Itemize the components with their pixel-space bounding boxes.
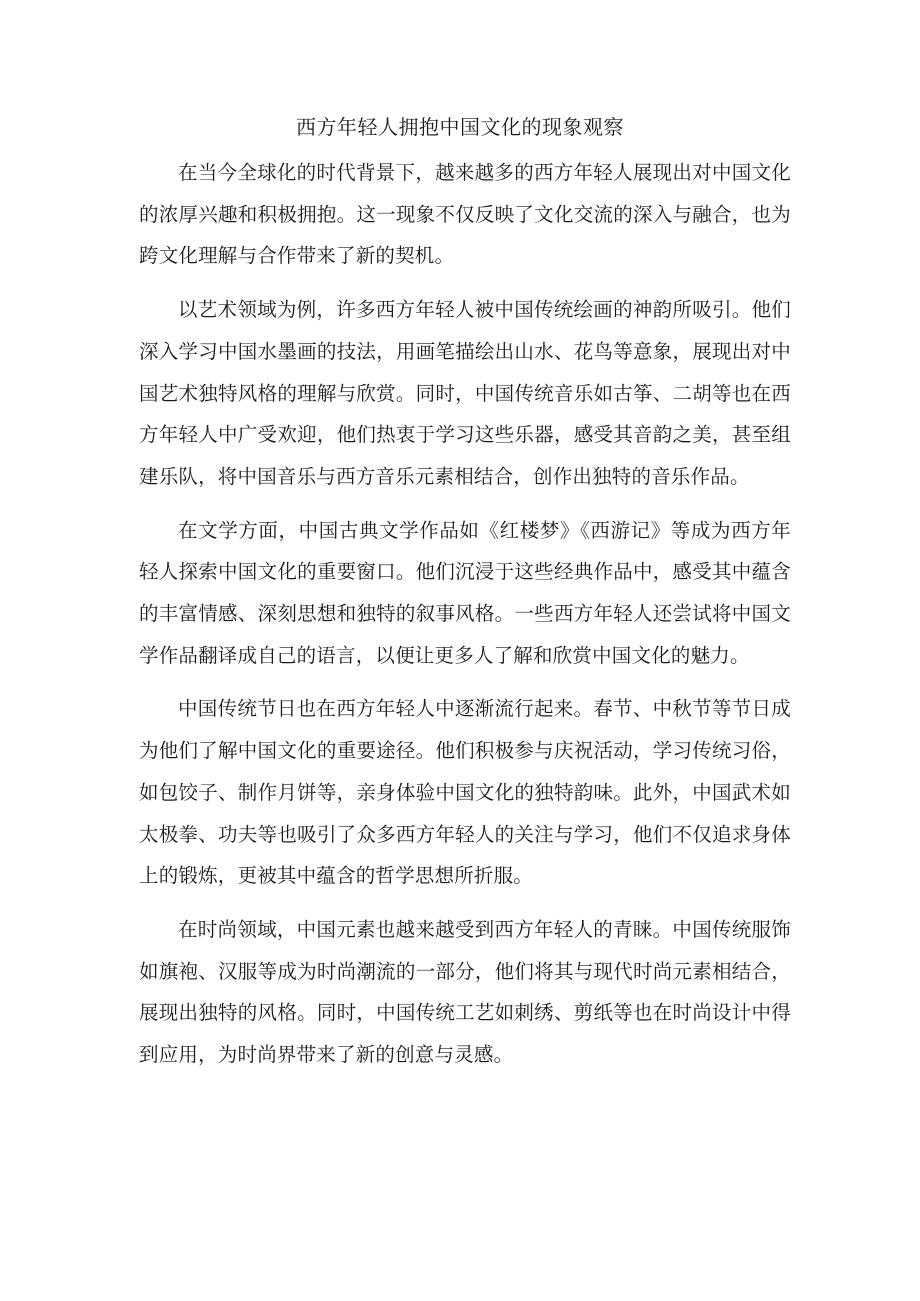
document-body <box>139 152 791 1088</box>
paragraph-festivals: 中国传统节日也在西方年轻人中逐渐流行起来。春节、中秋节等节日成为他们了解中国文化的重要途径。他们积极参与庆祝活动，学习传统习俗，如包饺子、制作月饼等，亲身体验中国文化的独特韵味。此外，中国武术如太极拳、功夫等也吸引了众多西方年轻人的关注与学习，他们不仅追求身体上的锻炼，更被其中蕴含的哲学思想所折服。 <box>139 697 791 888</box>
paragraph-intro: 在当今全球化的时代背景下，越来越多的西方年轻人展现出对中国文化的浓厚兴趣和积极拥抱。这一现象不仅反映了文化交流的深入与融合，也为跨文化理解与合作带来了新的契机。 <box>139 161 791 268</box>
paragraph-fashion: 在时尚领域，中国元素也越来越受到西方年轻人的青睐。中国传统服饰如旗袍、汉服等成为时尚潮流的一部分，他们将其与现代时尚元素相结合，展现出独特的风格。同时，中国传统工艺如刺绣、剪纸等也在时尚设计中得到应用，为时尚界带来了新的创意与灵感。 <box>139 917 791 1067</box>
document-title: 西方年轻人拥抱中国文化的现象观察 <box>296 115 624 139</box>
paragraph-art: 以艺术领域为例，许多西方年轻人被中国传统绘画的神韵所吸引。他们深入学习中国水墨画的技法，用画笔描绘出山水、花鸟等意象，展现出对中国艺术独特风格的理解与欣赏。同时，中国传统音乐如古筝、二胡等也在西方年轻人中广受欢迎，他们热衷于学习这些乐器，感受其音韵之美，甚至组建乐队，将中国音乐与西方音乐元素相结合，创作出独特的音乐作品。 <box>139 298 791 488</box>
paragraph-literature: 在文学方面，中国古典文学作品如《红楼梦》《西游记》等成为西方年轻人探索中国文化的重要窗口。他们沉浸于这些经典作品中，感受其中蕴含的丰富情感、深刻思想和独特的叙事风格。一些西方年轻人还尝试将中国文学作品翻译成自己的语言，以便让更多人了解和欣赏中国文化的魅力。 <box>139 518 791 667</box>
